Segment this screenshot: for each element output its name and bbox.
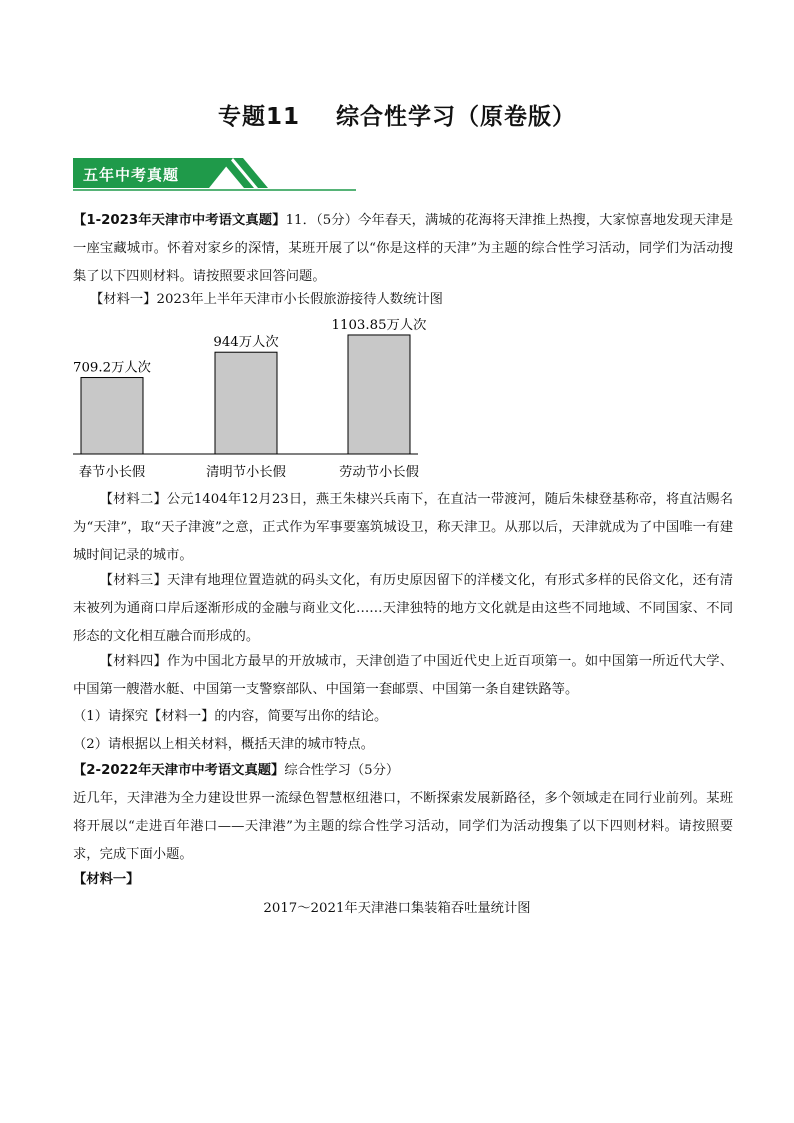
material1-caption: 2023年上半年天津市小长假旅游接待人数统计图 — [156, 292, 443, 307]
q1-material3 — [73, 567, 733, 651]
q2-heading — [73, 757, 733, 785]
section-banner — [73, 158, 356, 192]
material3-label: 【材料三】 — [99, 573, 167, 588]
category-label-3: 劳动节小长假 — [339, 465, 419, 480]
bar-value-label-3: 1103.85万人次 — [331, 318, 427, 333]
q1-intro — [73, 207, 733, 291]
material3-text: 天津有地理位置造就的码头文化，有历史原因留下的洋楼文化，有形式多样的民俗文化，还有清末被列为通商口岸后逐渐形成的金融与商业文化……天津独特的地方文化就是由这些不同地域、不同国家、不同形态的文化相互融合而形成的。 — [73, 573, 734, 644]
material4-label: 【材料四】 — [99, 654, 167, 669]
q2-intro: 近几年，天津港为全力建设世界一流绿色智慧枢纽港口，不断探索发展新路径，多个领域走在同行业前列。某班将开展以“走进百年港口——天津港”为主题的综合性学习活动，同学们为活动搜集了以下四则材料。请按照要求，完成下面小题。 — [73, 791, 733, 862]
bar-value-label-2: 944万人次 — [213, 335, 279, 351]
q1-material2 — [73, 486, 733, 570]
tourism-bar-chart — [73, 318, 433, 483]
q2-chart-caption: 2017～2021年天津港口集装箱吞吐量统计图 — [263, 901, 531, 916]
q1-sub-question-1: （1）请探究【材料一】的内容，简要写出你的结论。 — [73, 709, 388, 724]
q1-sub-question-2: （2）请根据以上相关材料，概括天津的城市特点。 — [73, 737, 374, 752]
bar-value-label-1: 709.2万人次 — [73, 360, 151, 376]
q2-material1-label: 【材料一】 — [73, 872, 140, 887]
material2-label: 【材料二】 — [99, 492, 167, 507]
q2-tag-suffix: 综合性学习（5分） — [284, 763, 400, 778]
bar-2 — [215, 352, 277, 454]
bar-1 — [81, 378, 143, 454]
section-banner-label: 五年中考真题 — [83, 166, 180, 184]
category-label-2: 清明节小长假 — [206, 465, 286, 480]
category-label-1: 春节小长假 — [78, 465, 146, 480]
q2-tag: 【2-2022年天津市中考语文真题】 — [73, 763, 285, 778]
material4-text: 作为中国北方最早的开放城市，天津创造了中国近代史上近百项第一。如中国第一所近代大学、中国第一艘潜水艇、中国第一支警察部队、中国第一套邮票、中国第一条自建铁路等。 — [73, 654, 734, 697]
material2-text: 公元1404年12月23日，燕王朱棣兴兵南下，在直沽一带渡河，随后朱棣登基称帝，将直沽赐名为“天津”，取“天子津渡”之意，正式作为军事要塞筑城设卫，称天津卫。从那以后，天津就成为了中国唯一有建城时间记录的城市。 — [73, 492, 733, 563]
q1-material1-heading — [90, 286, 750, 314]
material1-label: 【材料一】 — [90, 292, 157, 307]
bar-3 — [348, 335, 410, 454]
q1-material4 — [73, 648, 733, 704]
page-title: 专题11 综合性学习（原卷版） — [217, 104, 577, 130]
q1-intro-text: 11．（5分）今年春天，满城的花海将天津推上热搜，大家惊喜地发现天津是一座宝藏城市。怀着对家乡的深情，某班开展了以“你是这样的天津”为主题的综合性学习活动，同学们为活动搜集了以下四则材料。请按照要求回答问题。 — [73, 213, 733, 284]
q1-tag: 【1-2023年天津市中考语文真题】 — [73, 213, 286, 228]
